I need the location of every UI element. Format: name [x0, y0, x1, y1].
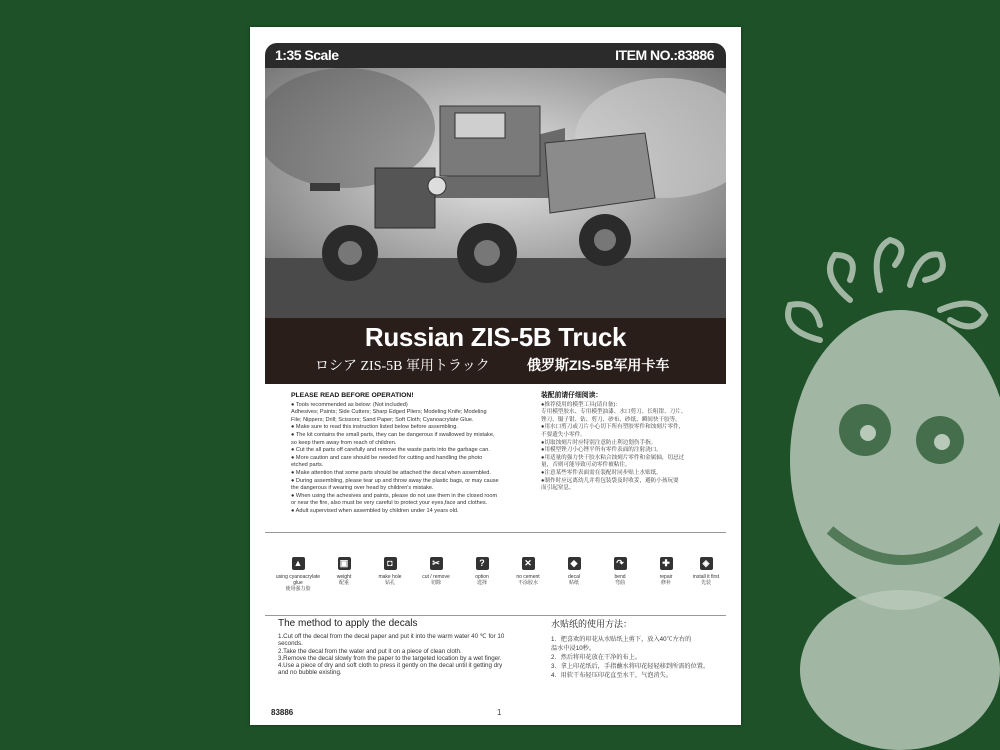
legend-label-cn: 不涂胶水 — [517, 580, 538, 586]
operation-heading: PLEASE READ BEFORE OPERATION! — [291, 392, 414, 399]
legend-label-en: cut / remove — [422, 574, 450, 580]
note-line-cn: ●切取蚀刻片时应特别注意防止利边划伤手指。 — [541, 439, 657, 446]
decal-step: and no bubble existing. — [278, 669, 342, 677]
decal-step-cn: 温水中浸10秒。 — [551, 645, 596, 652]
decal-heading: The method to apply the decals — [278, 618, 418, 629]
option-icon: ? — [476, 557, 489, 570]
legend-label-en: install it first — [692, 574, 720, 580]
legend-label-cn: 使用强力胶 — [285, 586, 311, 592]
note-line-cn: 不要遗失小零件。 — [541, 431, 586, 438]
glue-icon: ▲ — [292, 557, 305, 570]
decal-step-cn: 4．用软干布轻压印花直至水干，气泡消失。 — [551, 672, 673, 679]
note-line-cn: ●用水口剪刀或刀片小心切下所有塑胶零件和蚀刻片零件， — [541, 424, 685, 431]
decal-step-cn: 1．把喜欢的印花从水贴纸上剪下，放入40℃左右的 — [551, 636, 692, 643]
note-line: ● Tools recommended as below: (Not included) — [291, 401, 408, 408]
decal-instructions — [265, 615, 726, 705]
legend-label-en: option — [475, 574, 489, 580]
operation-notes-english — [283, 392, 523, 516]
note-line: ● Cut the all parts off carefully and remove the waste parts into the garbage can. — [291, 447, 490, 454]
note-line: ● Make sure to read this instruction listed below before assembling. — [291, 424, 458, 431]
decal-step: 4.Use a piece of dry and soft cloth to press it gently on the decal until it getting dry — [278, 662, 503, 670]
legend-item — [413, 557, 459, 586]
note-line: ● The kit contains the small parts, they can be dangerous if swallowed by mistake, — [291, 431, 495, 438]
note-line-cn: 专用模型胶水、专用模型油漆、水口剪刀、长咀钳、刀片、 — [541, 409, 687, 416]
note-line: the dangerous if wearing over head by children's mistake. — [291, 485, 434, 492]
legend-label-cn: 选择 — [476, 580, 487, 586]
decal-step: 2.Take the decal from the water and put it on a piece of clean cloth. — [278, 647, 462, 655]
page-number: 1 — [497, 708, 502, 717]
note-line: Adhesives; Paints; Side Cutters; Sharp Edged Pliers; Modeling Knife; Modeling — [291, 409, 487, 416]
note-line: File; Nippers; Drill; Scissors; Sand Paper; Soft Cloth; Cyanoacrylate Glue. — [291, 416, 474, 423]
bend-icon: ↷ — [614, 557, 627, 570]
footer-item-code: 83886 — [271, 708, 294, 717]
note-line-cn: ●推荐使用的模型工具(请自备)： — [541, 401, 621, 408]
page-footer — [265, 708, 726, 722]
decal-step: seconds. — [278, 640, 303, 648]
operation-notes-chinese — [541, 392, 721, 493]
instruction-sheet — [250, 27, 741, 725]
legend-item — [367, 557, 413, 586]
repair-icon: ✚ — [660, 557, 673, 570]
operation-notes — [265, 384, 726, 533]
no-cement-icon: ✕ — [522, 557, 535, 570]
header-bar — [265, 43, 726, 68]
note-line-cn: ●用适量的强力快干胶水粘合蚀刻片零件和金属轴，切忌过 — [541, 454, 685, 461]
legend-item — [505, 557, 551, 586]
decal-icon: ◆ — [568, 557, 581, 570]
legend-label-cn: 先装 — [700, 580, 711, 586]
legend-label-en: no cement — [516, 574, 540, 580]
note-line: etched parts. — [291, 462, 324, 469]
note-line: ● Make attention that some parts should be attached the decal when assembled. — [291, 469, 491, 476]
title-band — [265, 318, 726, 384]
decal-heading-cn: 水贴纸的使用方法： — [551, 619, 633, 629]
install-first-icon: ◈ — [700, 557, 713, 570]
watermark-mascot — [760, 230, 1000, 750]
legend-item — [459, 557, 505, 586]
drill-icon: ◘ — [384, 557, 397, 570]
legend-label-cn: 钻孔 — [384, 580, 395, 586]
scale-label: 1:35 Scale — [275, 47, 339, 63]
note-line-cn: ●用模型锉刀小心锉平所有零件表面的注射浇口。 — [541, 447, 662, 454]
decal-instructions-english — [278, 620, 548, 676]
model-title: Russian ZIS-5B Truck — [364, 322, 627, 352]
legend-item — [683, 557, 729, 586]
legend-label-cn: 配重 — [338, 580, 349, 586]
note-line-cn: ●注意某些零件表面需在装配时同步贴上水贴纸。 — [541, 469, 662, 476]
note-line: ● More caution and care should be needed for cutting and handling the photo — [291, 454, 483, 461]
legend-item — [275, 557, 321, 592]
item-number: ITEM NO.:83886 — [615, 47, 714, 63]
note-line-cn: ●制作时应远离幼儿并将包装袋及时收妥，避防小孩玩耍 — [541, 477, 679, 484]
note-line: ● During assembling, please tear up and throw away the plastic bags, or may cause — [291, 477, 499, 484]
legend-label-cn: 贴纸 — [568, 580, 579, 586]
decal-step-cn: 2．然后将印花放在干净的布上。 — [551, 654, 642, 661]
decal-instructions-chinese — [551, 620, 721, 680]
legend-label-en: make hole — [378, 574, 402, 580]
legend-label-en: repair — [659, 574, 673, 580]
note-line-cn: 量，否则可能导致可动零件被粘住。 — [541, 462, 631, 469]
note-line: or near the fire, also must be very careful to protect your eyes,face and clothes. — [291, 500, 488, 507]
note-line: ● When using the achesives and paints, please do not use them in the closed room — [291, 492, 498, 499]
legend-label-en: weight — [336, 574, 352, 580]
note-line-cn: 而引起窒息。 — [541, 485, 575, 492]
legend-item — [551, 557, 597, 586]
weight-icon: ▣ — [338, 557, 351, 570]
decal-step: 3.Remove the decal slowly from the paper to the targeted location by a wet finger. — [278, 654, 502, 662]
operation-heading-cn: 装配前请仔细阅读： — [541, 392, 603, 399]
legend-label-cn: 弯曲 — [614, 580, 625, 586]
note-line: so keep them away from reach of children. — [291, 439, 397, 446]
legend-item — [321, 557, 367, 586]
legend-label-cn: 切除 — [430, 580, 441, 586]
legend-item — [597, 557, 643, 586]
symbol-legend — [265, 551, 726, 616]
decal-step: 1.Cut off the decal from the decal paper and put it into the warm water 40 ℃ for 10 — [278, 633, 505, 641]
decal-step-cn: 3．拿上印花纸后，手指蘸水将印花轻轻移到所需的位置。 — [551, 663, 710, 670]
note-line: ● Adult supervised when assembled by children under 14 years old. — [291, 507, 459, 514]
box-art-illustration — [265, 68, 726, 318]
title-japanese: ロシア ZIS-5B 軍用トラック — [315, 359, 490, 374]
cut-icon: ✂ — [430, 557, 443, 570]
legend-label-en: decal — [568, 574, 580, 580]
title-chinese: 俄罗斯ZIS-5B军用卡车 — [527, 357, 670, 373]
legend-label-en: using cyanoacrylate glue — [275, 574, 321, 586]
legend-label-en: bend — [614, 574, 626, 580]
legend-label-cn: 修补 — [660, 580, 671, 586]
note-line-cn: 锉刀、镊子钳、钻、剪刀、砂布、砂纸、瞬间快干胶等。 — [541, 416, 681, 423]
